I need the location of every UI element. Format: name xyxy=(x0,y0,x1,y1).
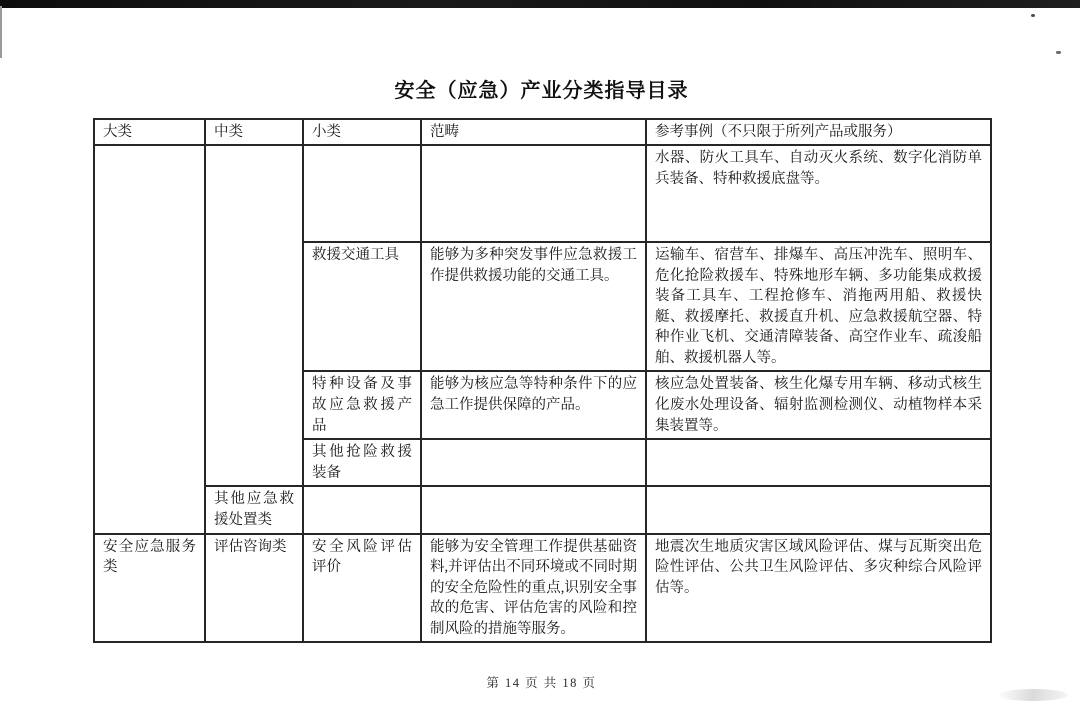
header-examples: 参考事例（不只限于所列产品或服务） xyxy=(646,119,991,145)
page-title: 安全（应急）产业分类指导目录 xyxy=(394,80,689,102)
table-row xyxy=(94,534,991,643)
cell-midclass: 其他应急救援处置类 xyxy=(205,486,303,533)
cell-examples xyxy=(646,439,991,486)
cell-daclass-continued xyxy=(94,145,205,534)
cell-midclass-continued xyxy=(205,145,303,486)
cell-scope xyxy=(421,486,646,533)
cell-subclass xyxy=(303,145,421,242)
table-row xyxy=(94,145,991,242)
cell-scope: 能够为多种突发事件应急救援工作提供救援功能的交通工具。 xyxy=(421,242,646,371)
cell-examples: 运输车、宿营车、排爆车、高压冲洗车、照明车、危化抢险救援车、特殊地形车辆、多功能集成救援装备工具车、工程抢修车、消拖两用船、救援快艇、救援摩托、救援直升机、应急救援航空器、特种作业飞机、交通清障装备、高空作业车、疏浚船舶、救援机器人等。 xyxy=(646,242,991,371)
cell-subclass: 特种设备及事故应急救援产品 xyxy=(303,371,421,439)
cell-scope xyxy=(421,145,646,242)
page-number: 第 14 页 共 18 页 xyxy=(486,676,597,690)
cell-subclass: 救援交通工具 xyxy=(303,242,421,371)
table-row xyxy=(94,486,991,533)
header-daclass: 大类 xyxy=(94,119,205,145)
cell-scope: 能够为核应急等特种条件下的应急工作提供保障的产品。 xyxy=(421,371,646,439)
scan-speck xyxy=(1031,14,1035,17)
scan-edge-artifact-top xyxy=(0,0,1080,8)
cell-examples: 地震次生地质灾害区域风险评估、煤与瓦斯突出危险性评估、公共卫生风险评估、多灾种综合风险评估等。 xyxy=(646,534,991,643)
header-subclass: 小类 xyxy=(303,119,421,145)
cell-examples xyxy=(646,486,991,533)
cell-midclass: 评估咨询类 xyxy=(205,534,303,643)
cell-subclass xyxy=(303,486,421,533)
header-scope: 范畴 xyxy=(421,119,646,145)
cell-subclass: 安全风险评估评价 xyxy=(303,534,421,643)
cell-examples: 核应急处置装备、核生化爆专用车辆、移动式核生化废水处理设备、辐射监测检测仪、动植物样本采集装置等。 xyxy=(646,371,991,439)
cell-daclass: 安全应急服务类 xyxy=(94,534,205,643)
cell-scope: 能够为安全管理工作提供基础资料,并评估出不同环境或不同时期的安全危险性的重点,识别安全事故的危害、评估危害的风险和控制风险的措施等服务。 xyxy=(421,534,646,643)
header-midclass: 中类 xyxy=(205,119,303,145)
cell-scope xyxy=(421,439,646,486)
cell-examples: 水器、防火工具车、自动灭火系统、数字化消防单兵装备、特种救援底盘等。 xyxy=(646,145,991,242)
table-header-row xyxy=(94,119,991,145)
scan-speck xyxy=(1056,51,1061,54)
cell-subclass: 其他抢险救援装备 xyxy=(303,439,421,486)
scan-smudge xyxy=(998,689,1068,701)
scan-edge-artifact-left xyxy=(0,6,2,58)
classification-table xyxy=(93,118,992,643)
